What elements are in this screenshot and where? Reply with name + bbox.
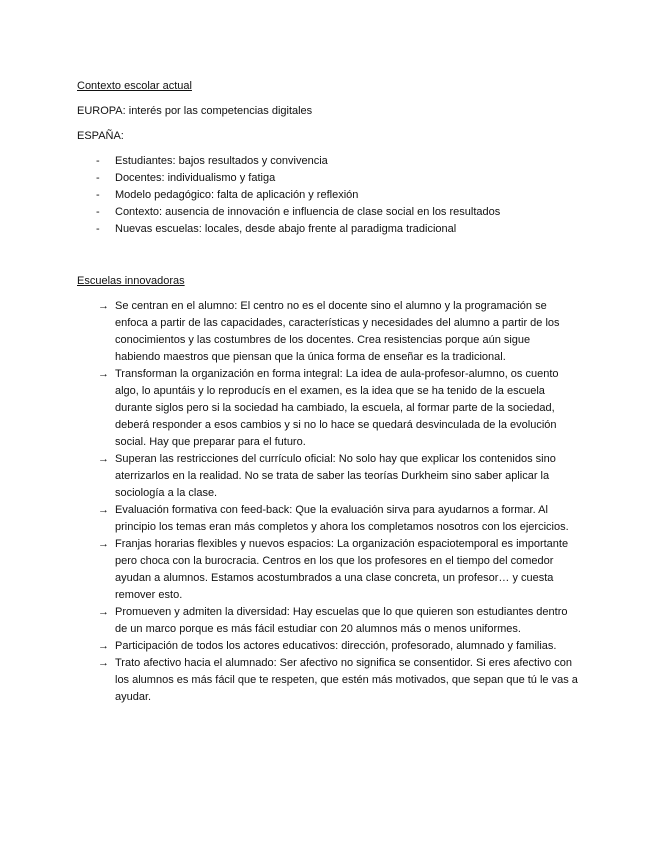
- list-item-text: Se centran en el alumno: El centro no es el docente sino el alumno y la programación se enfoca a partir de las capacidades, características y necesidades del alumno a partir de los conocimientos y las costumbres de los docentes. Crea resistencias porque aún sigue habiendo maestros que piensan que la única forma de enseñar es la tradicional.: [115, 300, 560, 363]
- list-item: [98, 366, 578, 451]
- list-item-text: Trato afectivo hacia el alumnado: Ser afectivo no significa se consentidor. Si eres afectivo con los alumnos es más fácil que te respeten, que estén más motivados, que sepan que tú le vas a ayudar.: [115, 657, 578, 703]
- list-item-text: Participación de todos los actores educativos: dirección, profesorado, alumnado y familias.: [115, 640, 557, 652]
- section-title-escuelas: Escuelas innovadoras: [77, 275, 185, 287]
- dash-list: [77, 153, 597, 238]
- dash-bullet: -: [96, 172, 100, 184]
- espana-line: ESPAÑA:: [77, 130, 124, 142]
- arrow-right-icon: →: [98, 606, 109, 618]
- list-item-text: Docentes: individualismo y fatiga: [115, 172, 276, 184]
- list-item-text: Evaluación formativa con feed-back: Que la evaluación sirva para ayudarnos a formar. Al principio los temas eran más completos y ahora los completamos nosotros con los ejercicios.: [115, 504, 569, 533]
- list-item: [98, 604, 578, 638]
- section-title-contexto: Contexto escolar actual: [77, 80, 192, 92]
- list-item: [77, 221, 597, 238]
- arrow-right-icon: →: [98, 300, 109, 312]
- list-item-text: Contexto: ausencia de innovación e influencia de clase social en los resultados: [115, 206, 501, 218]
- dash-bullet: -: [96, 155, 100, 167]
- list-item: [98, 451, 578, 502]
- arrow-right-icon: →: [98, 657, 109, 669]
- list-item: [98, 655, 578, 706]
- list-item: [98, 502, 578, 536]
- list-item-text: Franjas horarias flexibles y nuevos espacios: La organización espaciotemporal es importante pero choca con la burocracia. Centros en los que los profesores en el tiempo del comedor ayudan a alumnos. Estamos acostumbrados a una clase concreta, un profesor… y cuesta remover esto.: [115, 538, 569, 601]
- europa-line: EUROPA: interés por las competencias digitales: [77, 105, 313, 117]
- list-item: [77, 187, 597, 204]
- list-item-text: Promueven y admiten la diversidad: Hay escuelas que lo que quieren son estudiantes dentro de un marco porque es más fácil estudiar con 20 alumnos más o menos uniformes.: [115, 606, 568, 635]
- dash-bullet: -: [96, 223, 100, 235]
- arrow-right-icon: →: [98, 538, 109, 550]
- arrow-right-icon: →: [98, 504, 109, 516]
- list-item: [98, 536, 578, 604]
- list-item-text: Modelo pedagógico: falta de aplicación y reflexión: [115, 189, 359, 201]
- dash-bullet: -: [96, 206, 100, 218]
- list-item: [77, 204, 597, 221]
- list-item-text: Transforman la organización en forma integral: La idea de aula-profesor-alumno, os cuento algo, lo apuntáis y lo reproducís en el examen, es la idea que se ha tenido de la escuela durante siglos pero si la sociedad ha cambiado, la escuela, al formar parte de la sociedad, deberá responder a esos cambios y si no lo hace se quedará desvinculada de la evolución social. Hay que preparar para el futuro.: [115, 368, 559, 448]
- list-item-text: Superan las restricciones del currículo oficial: No solo hay que explicar los contenidos sino aterrizarlos en la realidad. No se trata de saber las teorías Durkheim sino saber aplicar la sociología a la clase.: [115, 453, 556, 499]
- list-item-text: Nuevas escuelas: locales, desde abajo frente al paradigma tradicional: [115, 223, 457, 235]
- arrow-right-icon: →: [98, 640, 109, 652]
- list-item-text: Estudiantes: bajos resultados y convivencia: [115, 155, 328, 167]
- dash-bullet: -: [96, 189, 100, 201]
- list-item: [98, 298, 578, 366]
- arrow-right-icon: →: [98, 453, 109, 465]
- arrow-list: [98, 298, 578, 706]
- list-item: [77, 153, 597, 170]
- arrow-right-icon: →: [98, 368, 109, 380]
- list-item: [77, 170, 597, 187]
- list-item: [98, 638, 578, 655]
